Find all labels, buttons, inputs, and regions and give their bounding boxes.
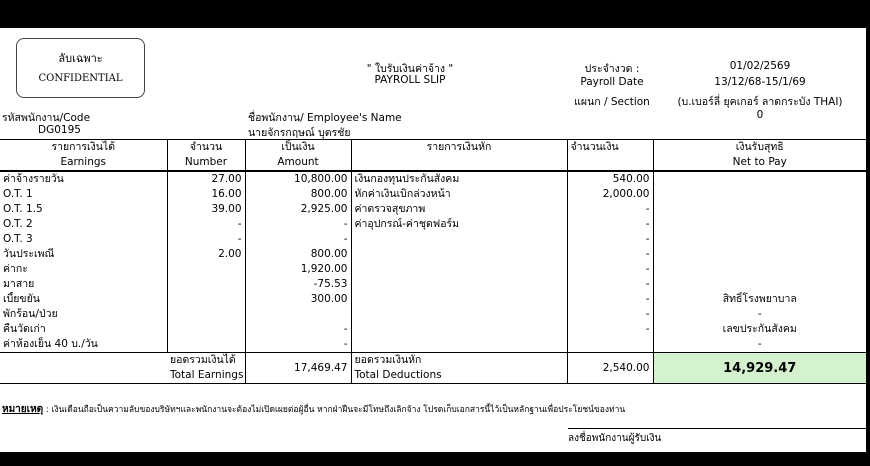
deduction-cell: [351, 322, 567, 337]
number-cell: 27.00: [167, 171, 245, 187]
net-note-cell: [653, 277, 866, 292]
total-earnings-label: [0, 353, 167, 384]
table-row: [0, 322, 866, 337]
employee-name-label: ชื่อพนักงาน/ Employee's Name: [248, 112, 402, 124]
ded-amount-cell: -: [567, 202, 653, 217]
section-label: แผนก / Section: [574, 96, 650, 108]
ded-amount-cell: -: [567, 322, 653, 337]
amount-cell: -: [245, 232, 351, 247]
earnings-deductions-table: [0, 139, 866, 384]
deductions-header-th: รายการเงินหัก: [351, 140, 567, 156]
earning-cell: วันประเพณี: [3, 248, 55, 260]
table-row: [0, 247, 866, 262]
ded-amount-cell: -: [567, 307, 653, 322]
payroll-date-value: 13/12/68-15/1/69: [714, 76, 806, 88]
deduction-cell: [351, 337, 567, 353]
table-row: [0, 277, 866, 292]
employee-code-label: รหัสพนักงาน/Code: [2, 112, 91, 124]
table-row: [0, 292, 866, 307]
number-header-th: จำนวน: [167, 140, 245, 156]
payroll-date-label: Payroll Date: [580, 76, 644, 88]
bottom-divider: [0, 452, 866, 453]
total-deductions-th: ยอดรวมเงินหัก: [354, 354, 422, 366]
deduction-cell: หักค่าเงินเบิกล่วงหน้า: [351, 187, 567, 202]
amount-cell: -75.53: [245, 277, 351, 292]
ded-amount-cell: 2,000.00: [567, 187, 653, 202]
table-row: [0, 202, 866, 217]
table-row: [0, 217, 866, 232]
deduction-cell: [351, 247, 567, 262]
total-deductions-en: Total Deductions: [354, 369, 442, 381]
confidential-stamp: [16, 38, 145, 98]
earning-cell: คืนวัดเก่า: [3, 323, 46, 335]
table-row: [0, 232, 866, 247]
confidential-th: ลับเฉพาะ: [58, 52, 103, 65]
deductions-header-en: [351, 155, 567, 171]
total-earnings-en: Total Earnings: [170, 369, 244, 381]
net-note-cell: [653, 171, 866, 187]
remark-label: หมายเหตุ: [2, 404, 44, 415]
table-row: [0, 337, 866, 353]
net-note-cell: เลขประกันสังคม: [653, 322, 866, 337]
amount-cell: -: [245, 337, 351, 353]
number-cell: [167, 337, 245, 353]
table-row: [0, 187, 866, 202]
earning-cell: O.T. 2: [3, 218, 33, 230]
deduction-cell: [351, 307, 567, 322]
total-earnings-value: 17,469.47: [245, 353, 351, 384]
deduction-cell: เงินกองทุนประกันสังคม: [351, 171, 567, 187]
amount-cell: 300.00: [245, 292, 351, 307]
header-row-th: [0, 140, 866, 156]
total-deductions-label-cell: [351, 353, 567, 384]
net-note-cell: [653, 217, 866, 232]
slip-title-th: " ใบรับเงินค่าจ้าง ": [366, 63, 454, 75]
earning-cell: ค่าห้องเย็น 40 บ./วัน: [3, 338, 98, 350]
net-note-cell: -: [653, 337, 866, 353]
amount-cell: 800.00: [245, 247, 351, 262]
total-deductions-value: 2,540.00: [567, 353, 653, 384]
table-body: [0, 171, 866, 353]
payroll-slip: [0, 28, 866, 453]
number-cell: [167, 292, 245, 307]
ded-amount-cell: -: [567, 217, 653, 232]
number-cell: -: [167, 217, 245, 232]
confidential-en: CONFIDENTIAL: [38, 73, 123, 84]
number-cell: 39.00: [167, 202, 245, 217]
net-note-cell: [653, 262, 866, 277]
ded-amount-header-en: [567, 155, 653, 171]
period-value: 01/02/2569: [729, 60, 791, 72]
net-note-cell: [653, 202, 866, 217]
number-cell: 16.00: [167, 187, 245, 202]
earning-cell: O.T. 1: [3, 188, 33, 200]
earning-cell: O.T. 3: [3, 233, 33, 245]
ded-amount-cell: 540.00: [567, 171, 653, 187]
signature-label: ลงชื่อพนักงานผู้รับเงิน: [568, 433, 662, 444]
number-cell: -: [167, 232, 245, 247]
ded-amount-cell: -: [567, 232, 653, 247]
amount-cell: 2,925.00: [245, 202, 351, 217]
deduction-cell: [351, 262, 567, 277]
table-row: [0, 307, 866, 322]
amount-cell: [245, 307, 351, 322]
amount-cell: -: [245, 217, 351, 232]
ded-amount-cell: [567, 337, 653, 353]
earning-cell: O.T. 1.5: [3, 203, 43, 215]
earning-cell: มาสาย: [3, 278, 35, 290]
header-row-en: [0, 155, 866, 171]
earnings-header-th: รายการเงินได้: [0, 140, 167, 156]
slip-title-en: PAYROLL SLIP: [374, 74, 446, 86]
ded-amount-cell: -: [567, 262, 653, 277]
earning-cell: เบี้ยขยัน: [3, 293, 40, 305]
ded-amount-cell: -: [567, 292, 653, 307]
number-header-en: Number: [167, 155, 245, 171]
amount-cell: 1,920.00: [245, 262, 351, 277]
employee-name-value: นายจักรกฤษณ์ บุตรชัย: [248, 127, 351, 139]
amount-cell: 10,800.00: [245, 171, 351, 187]
total-earnings-label-cell: [167, 353, 245, 384]
totals-row: [0, 353, 866, 384]
signature-line: [568, 428, 866, 429]
employee-code-value: DG0195: [38, 124, 81, 136]
earning-cell: พักร้อน/ป่วย: [3, 308, 58, 320]
net-note-cell: สิทธิ์โรงพยาบาล: [653, 292, 866, 307]
number-cell: [167, 262, 245, 277]
table-row: [0, 171, 866, 187]
earnings-header-en: Earnings: [0, 155, 167, 171]
earning-cell: ค่ากะ: [3, 263, 28, 275]
ded-amount-header-th: จำนวนเงิน: [567, 140, 653, 156]
net-note-cell: -: [653, 307, 866, 322]
deduction-cell: [351, 232, 567, 247]
period-label: ประจำงวด :: [584, 63, 640, 75]
deduction-cell: ค่าตรวจสุขภาพ: [351, 202, 567, 217]
net-note-cell: [653, 232, 866, 247]
remark: [2, 402, 625, 417]
total-earnings-th: ยอดรวมเงินได้: [170, 354, 236, 366]
deduction-cell: [351, 292, 567, 307]
number-cell: [167, 307, 245, 322]
deduction-cell: ค่าอุปกรณ์-ค่าชุดฟอร์ม: [351, 217, 567, 232]
table-row: [0, 262, 866, 277]
extra-value: 0: [756, 109, 764, 121]
ded-amount-cell: -: [567, 277, 653, 292]
net-note-cell: [653, 187, 866, 202]
number-cell: [167, 277, 245, 292]
section-value: (บ.เบอร์ลี่ ยุคเกอร์ ลาดกระบัง THAI): [677, 96, 843, 108]
net-header-th: เงินรับสุทธิ: [653, 140, 866, 156]
deduction-cell: [351, 277, 567, 292]
net-pay-value: 14,929.47: [653, 353, 866, 384]
amount-header-en: Amount: [245, 155, 351, 171]
number-cell: 2.00: [167, 247, 245, 262]
ded-amount-cell: -: [567, 247, 653, 262]
remark-text: : เงินเดือนถือเป็นความลับของบริษัทฯและพนักงานจะต้องไม่เปิดเผยต่อผู้อื่น หากฝ่าฝืนจะมีโทษถึงเลิกจ้าง โปรดเก็บเอกสารนี้ไว้เป็นหลักฐานเพื่อประโยชน์ของท่าน: [43, 405, 626, 415]
amount-cell: -: [245, 322, 351, 337]
amount-header-th: เป็นเงิน: [245, 140, 351, 156]
earning-cell: ค่าจ้างรายวัน: [3, 173, 64, 185]
net-note-cell: [653, 247, 866, 262]
number-cell: [167, 322, 245, 337]
amount-cell: 800.00: [245, 187, 351, 202]
net-header-en: Net to Pay: [653, 155, 866, 171]
